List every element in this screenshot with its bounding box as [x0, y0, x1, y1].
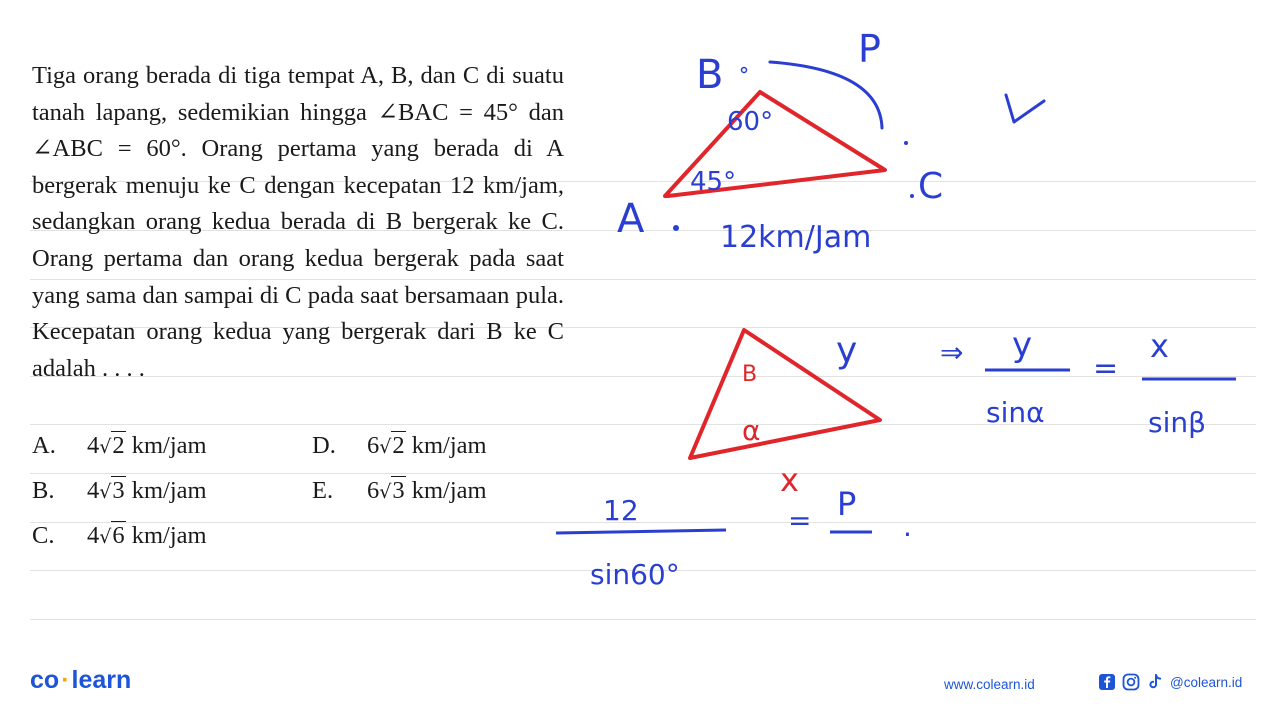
social-links — [1098, 673, 1242, 691]
label-a: A — [617, 196, 645, 242]
eq2-equals: = — [788, 504, 812, 537]
tiktok-icon[interactable] — [1146, 673, 1164, 691]
sqrt-symbol: √6 — [99, 522, 125, 549]
social-handle[interactable]: @colearn.id — [1170, 674, 1243, 690]
point-dot — [742, 68, 747, 73]
angle-60: 60° — [727, 107, 774, 137]
facebook-icon[interactable] — [1098, 673, 1116, 691]
option-d: D. 6√2 km/jam — [312, 432, 487, 459]
eq1-den-right: sinβ — [1148, 406, 1206, 439]
eq1-num-right: x — [1150, 327, 1169, 365]
colearn-logo: co·learn — [30, 666, 132, 694]
arc-bc — [770, 62, 882, 128]
tri2-label-x: x — [780, 461, 799, 499]
angle-45: 45° — [690, 167, 737, 197]
label-b: B — [696, 52, 724, 98]
option-a: A. 4√2 km/jam — [32, 432, 207, 459]
label-p: P — [858, 27, 881, 71]
label-c: C — [918, 166, 944, 207]
eq1-arrow: ⇒ — [940, 336, 964, 369]
point-dot — [904, 141, 908, 145]
tri2-label-b: B — [742, 362, 758, 387]
option-e: E. 6√3 km/jam — [312, 477, 487, 504]
eq2-den-left: sin60° — [590, 558, 680, 591]
eq1-equals: = — [1093, 351, 1119, 386]
problem-text: Tiga orang berada di tiga tempat A, B, dan C di suatu tanah lapang, sedemikian hingga ∠BAC = 45° dan ∠ABC = 60°. Orang pertama yang berada di A bergerak menuju ke C dengan kecepatan 12 km/jam, sedangkan orang kedua berada di B bergerak ke C. Orang pertama dan orang kedua bergerak pada saat yang sama dan sampai di C pada saat bersamaan pula. Kecepatan orang kedua yang bergerak dari B ke C adalah . . . . — [32, 62, 564, 382]
option-b: B. 4√3 km/jam — [32, 477, 207, 504]
eq2-num-left: 12 — [603, 494, 639, 527]
website-link[interactable]: www.colearn.id — [944, 677, 1035, 692]
tri2-label-alpha: α — [742, 414, 761, 447]
option-c: C. 4√6 km/jam — [32, 522, 207, 549]
eq2-dot: . — [903, 510, 912, 543]
point-dot — [673, 225, 679, 231]
eq1-den-left: sinα — [986, 396, 1045, 429]
eq2-num-right: P — [837, 485, 857, 523]
speed-label: 12km/Jam — [720, 220, 872, 255]
sqrt-symbol: √3 — [379, 477, 405, 504]
point-dot — [910, 194, 914, 198]
instagram-icon[interactable] — [1122, 673, 1140, 691]
sqrt-symbol: √2 — [379, 432, 405, 459]
fraction-bar — [556, 530, 726, 533]
sqrt-symbol: √2 — [99, 432, 125, 459]
sqrt-symbol: √3 — [99, 477, 125, 504]
tri2-label-y: y — [836, 330, 858, 371]
eq1-num-left: y — [1012, 325, 1033, 365]
check-mark-icon — [1006, 95, 1044, 122]
